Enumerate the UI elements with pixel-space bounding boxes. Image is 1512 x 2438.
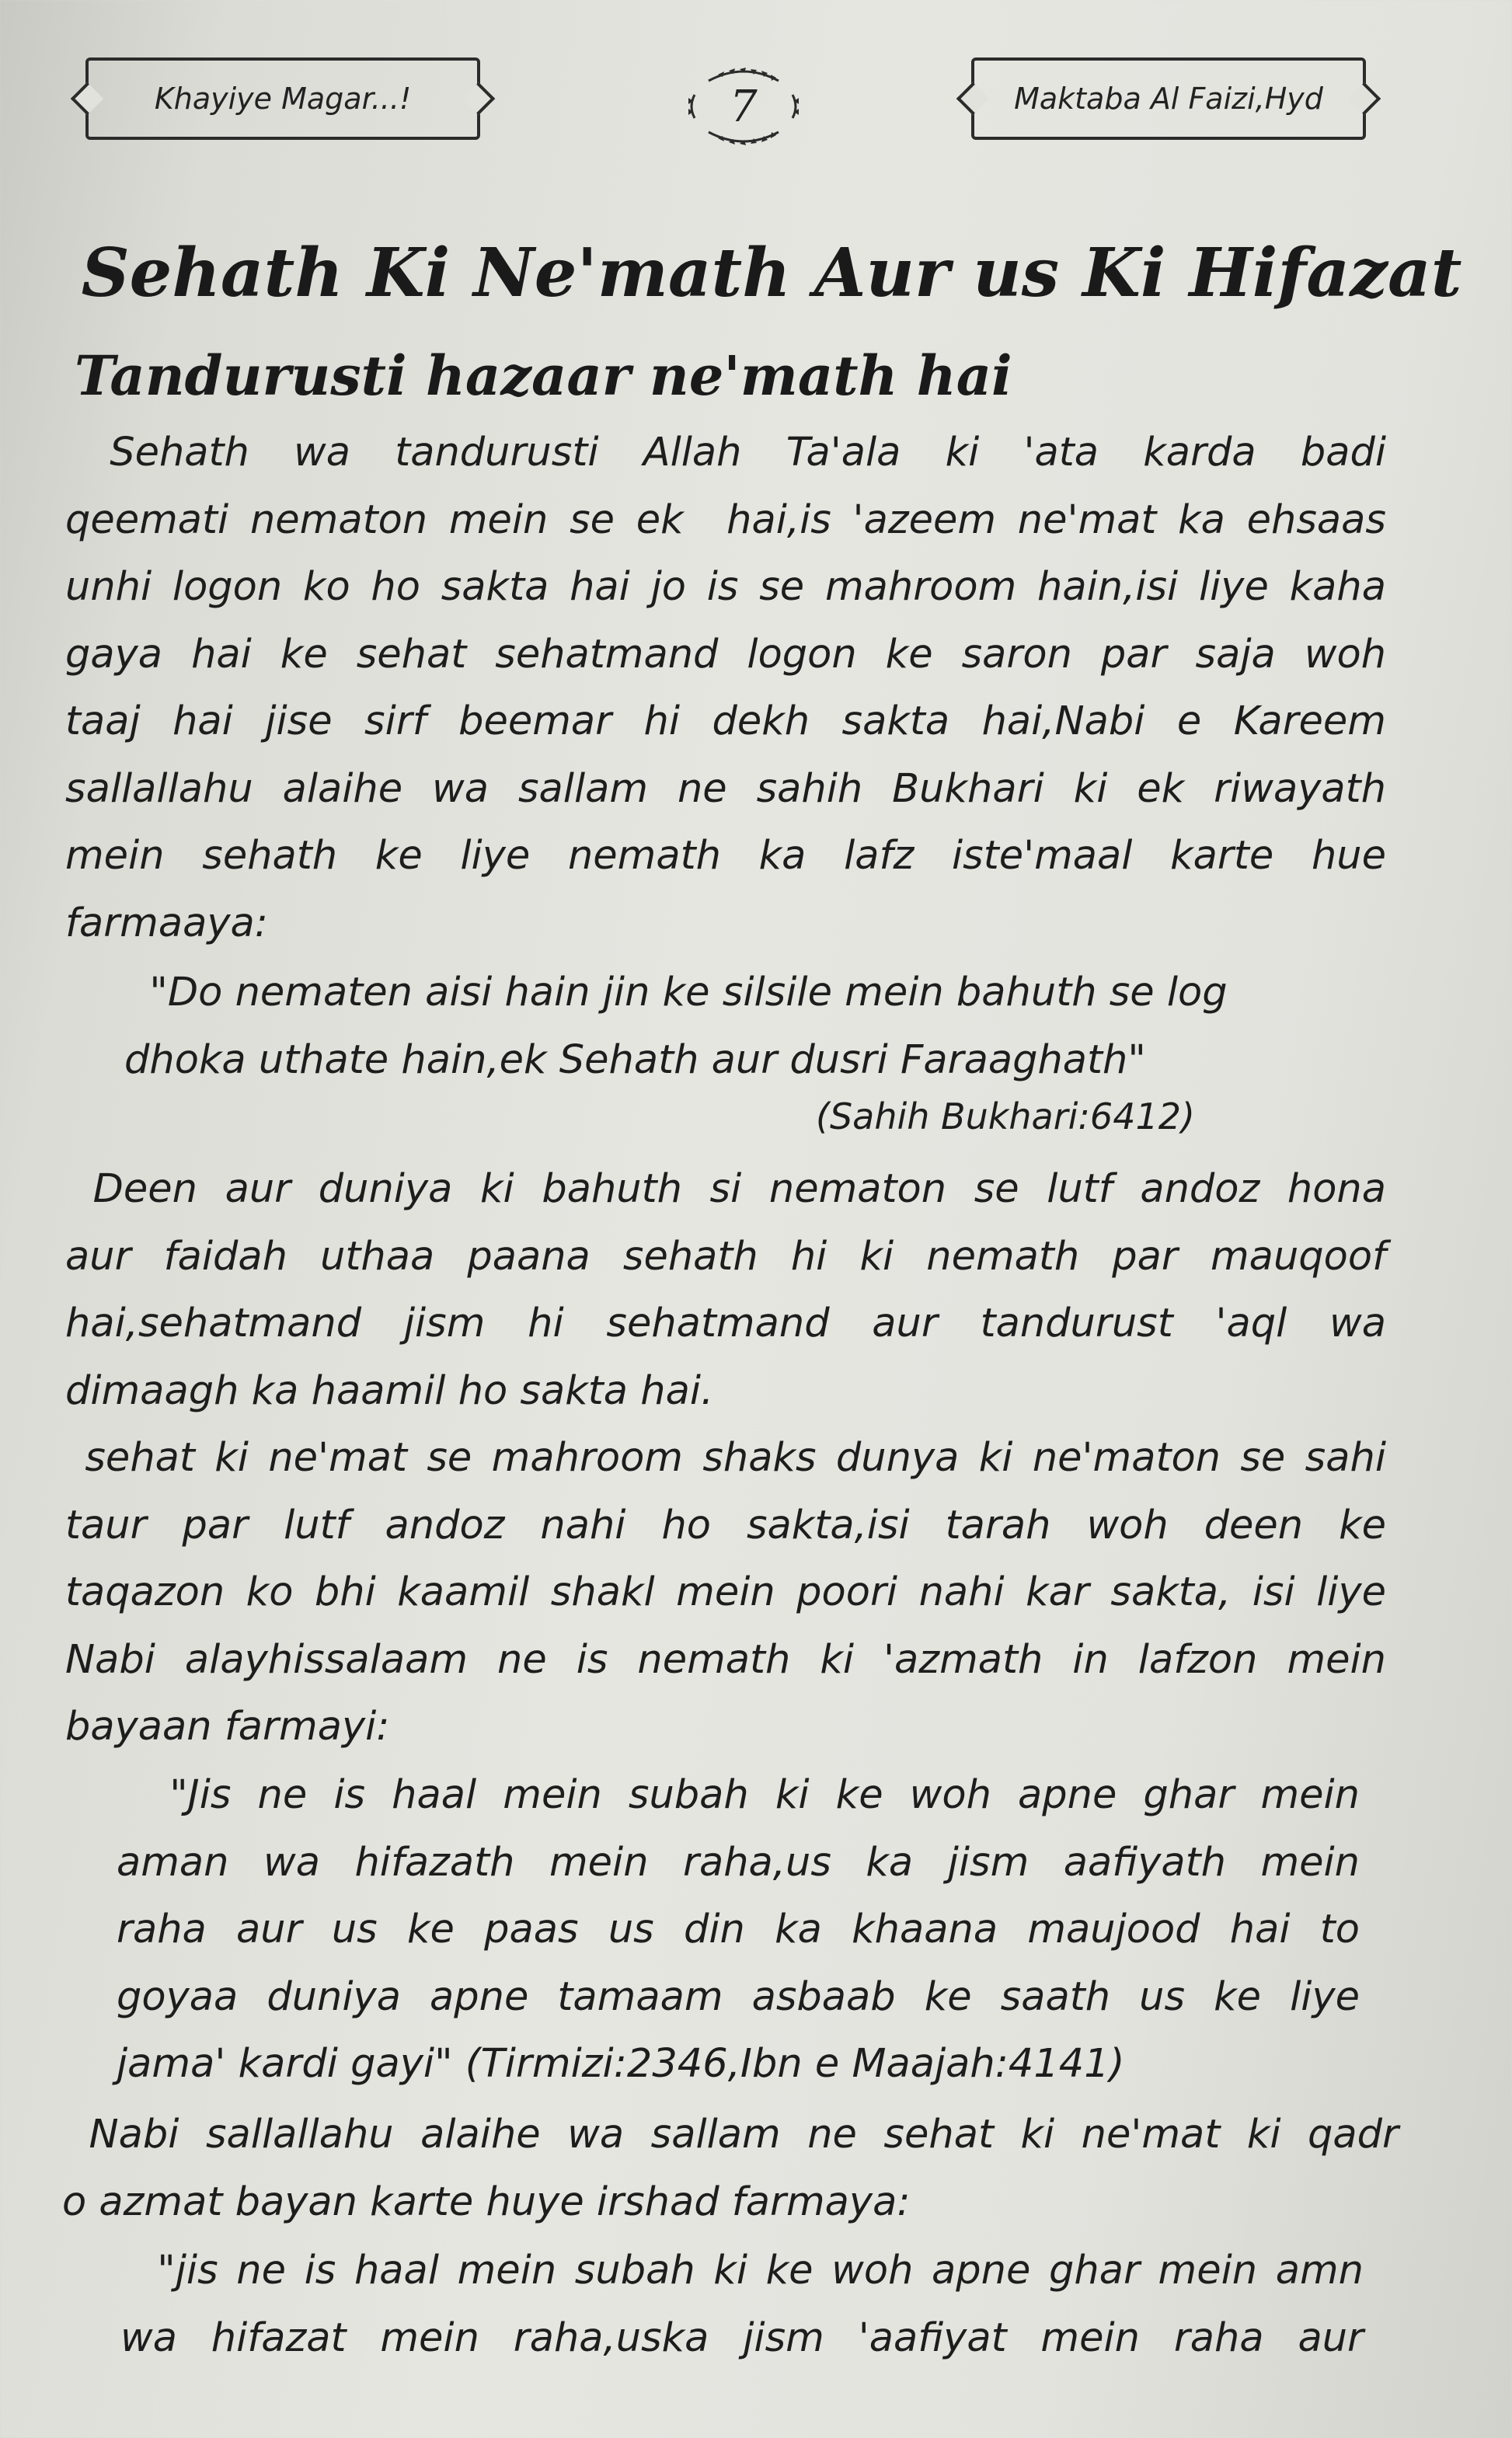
quote-line: "Jis ne is haal mein subah ki ke woh apne ghar mein [117,1772,1360,1818]
text-line: farmaaya: [65,900,268,946]
quote-line: "jis ne is haal mein subah ki ke woh apne ghar mein amn [120,2248,1364,2293]
header-publisher-tag [971,57,1366,140]
paragraph-3 [62,2102,1399,2236]
quote-line: jama' kardi gayi" (Tirmizi:2346,Ibn e Maajah:4141) [117,2041,1125,2087]
header-publisher-text: Maktaba Al Faizi,Hyd [1014,82,1323,116]
text-line: sehat ki ne'mat se mahroom shaks dunya ki ne'maton se sahi [65,1435,1386,1481]
text-line: mein sehath ke liye nemath ka lafz iste'maal karte hue [65,833,1386,879]
text-line: hai,sehatmand jism hi sehatmand aur tandurust 'aql wa [65,1301,1386,1346]
text-line: bayaan farmayi: [65,1704,390,1750]
page-title: Sehath Ki Ne'math Aur us Ki Hifazat [81,234,1462,312]
page-number: 7 [730,81,758,132]
hadith-citation: (Sahih Bukhari:6412) [816,1095,1195,1137]
text-line: dimaagh ka haamil ho sakta hai. [65,1367,714,1414]
text-line: aur faidah uthaa paana sehath hi ki nemath par mauqoof [65,1233,1386,1280]
text-line: taaj hai jise sirf beemar hi dekh sakta hai,Nabi e Kareem [65,698,1386,744]
quote-line: dhoka uthate hain,ek Sehath aur dusri Faraaghath" [124,1036,1146,1083]
text-line: Nabi sallallahu alaihe wa sallam ne sehat ki ne'mat ki qadr [62,2112,1399,2158]
paragraph-2 [65,1156,1386,1761]
text-line: qeemati nematon mein se ek hai,is 'azeem ne'mat ka ehsaas [65,496,1386,543]
text-line: taur par lutf andoz nahi ho sakta,isi tarah woh deen ke [65,1502,1386,1548]
text-line: Sehath wa tandurusti Allah Ta'ala ki 'ata karda badi [65,430,1386,475]
page-number-ornament [678,64,810,149]
text-line: sallallahu alaihe wa sallam ne sahih Bukhari ki ek riwayath [65,765,1386,812]
paragraph-1 [65,420,1386,957]
hadith-quote-1 [124,960,1360,1094]
quote-line: raha aur us ke paas us din ka khaana maujood hai to [117,1907,1360,1952]
text-line: taqazon ko bhi kaamil shakl mein poori nahi kar sakta, isi liye [65,1569,1386,1615]
quote-line: aman wa hifazath mein raha,us ka jism aafiyath mein [117,1839,1360,1886]
text-line: unhi logon ko ho sakta hai jo is se mahroom hain,isi liye kaha [65,564,1386,610]
header-book-title-tag [85,57,480,140]
text-line: gaya hai ke sehat sehatmand logon ke saron par saja woh [65,631,1386,677]
text-line: o azmat bayan karte huye irshad farmaya: [62,2179,911,2225]
text-line: Nabi alayhissalaam ne is nemath ki 'azmath in lafzon mein [65,1636,1386,1683]
text-line: Deen aur duniya ki bahuth si nematon se lutf andoz hona [65,1166,1386,1212]
header-book-title-text: Khayiye Magar...! [154,82,412,116]
quote-line: "Do nematen aisi hain jin ke silsile mein bahuth se log [124,970,1228,1015]
section-heading: Tandurusti hazaar ne'math hai [75,343,1012,408]
hadith-quote-3 [120,2238,1364,2372]
quote-line: wa hifazat mein raha,uska jism 'aafiyat mein raha aur [120,2314,1364,2361]
quote-line: goyaa duniya apne tamaam asbaab ke saath us ke liye [117,1973,1360,2020]
hadith-quote-2 [117,1762,1360,2098]
